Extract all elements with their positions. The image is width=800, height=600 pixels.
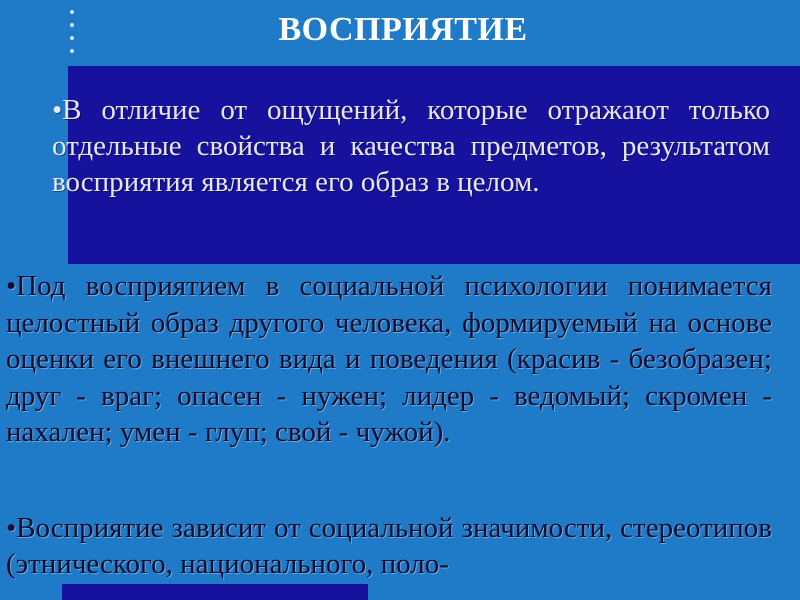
bullet-marker: •	[6, 512, 17, 544]
paragraph-2	[6, 268, 772, 451]
slide-title: ВОСПРИЯТИЕ	[278, 11, 528, 48]
paragraph-3	[6, 510, 772, 582]
bullet-marker: •	[52, 94, 63, 126]
decorative-dot	[70, 10, 74, 14]
bullet-marker: •	[6, 270, 17, 302]
paragraph-1-text: В отличие от ощущений, которые отражают только отдельные свойства и качества предметов, результатом восприятия является его образ в целом.	[52, 94, 770, 198]
bottom-band	[62, 584, 368, 600]
paragraph-1	[52, 92, 770, 200]
decorative-dot	[70, 23, 74, 27]
decorative-dot	[70, 49, 74, 53]
paragraph-2-text: Под восприятием в социальной психологии понимается целостный образ другого человека, формируемый на основе оценки его внешнего вида и поведения (красив - безобразен; друг - враг; опасен - нужен; лидер - ведомый; скромен - нахален; умен - глуп; свой - чужой).	[6, 270, 772, 448]
decorative-dot	[70, 36, 74, 40]
paragraph-3-text: Восприятие зависит от социальной значимости, стереотипов (этнического, национального, поло-	[6, 512, 772, 580]
